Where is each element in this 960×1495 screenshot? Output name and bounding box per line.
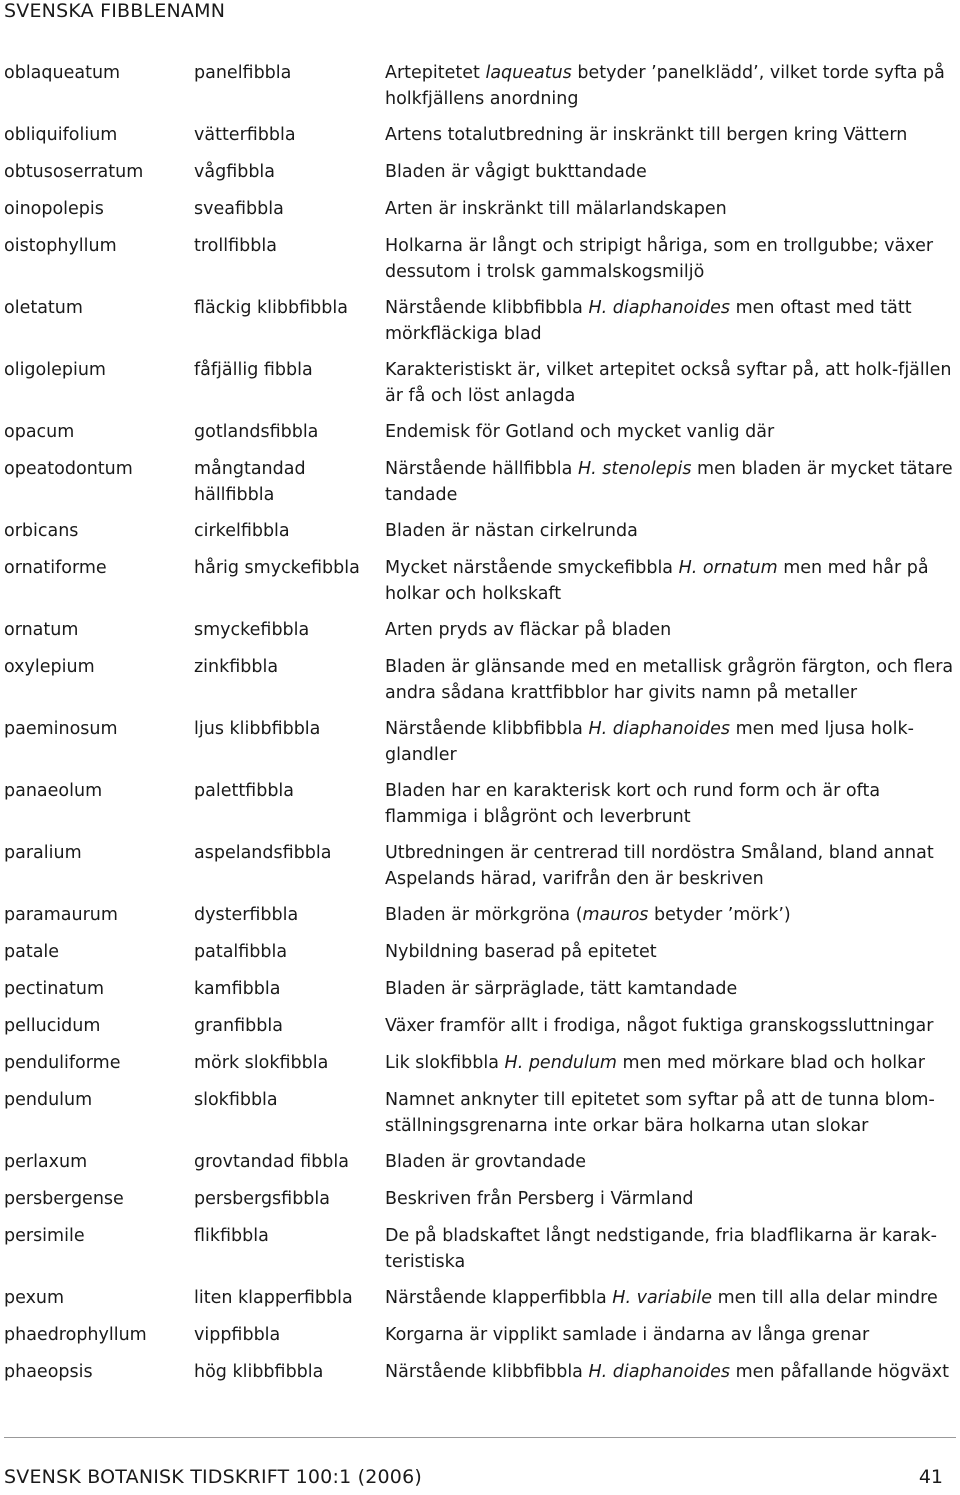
table-row	[4, 555, 956, 607]
name-explanation: Lik slokfibbla H. pendulum men med mörkare blad och holkar	[385, 1053, 925, 1073]
table-row	[4, 60, 956, 112]
name-explanation: Beskriven från Persberg i Värmland	[385, 1189, 694, 1209]
table-row	[4, 159, 956, 185]
name-explanation: Bladen är glänsande med en metallisk grågrön färgton, och flera andra sådana krattfibblor har givits namn på metaller	[385, 657, 954, 703]
latin-epithet: patale	[4, 942, 60, 962]
name-explanation: Växer framför allt i frodiga, något fuktiga granskogssluttningar	[385, 1016, 934, 1036]
latin-epithet: perlaxum	[4, 1152, 88, 1172]
latin-epithet: phaedrophyllum	[4, 1325, 147, 1345]
table-row	[4, 778, 956, 830]
latin-epithet: obliquifolium	[4, 125, 118, 145]
swedish-name: persbergsfibbla	[194, 1189, 331, 1209]
latin-epithet: pellucidum	[4, 1016, 101, 1036]
name-explanation: Arten är inskränkt till mälarlandskapen	[385, 199, 727, 219]
table-row	[4, 976, 956, 1002]
swedish-name: cirkelfibbla	[194, 521, 290, 541]
name-explanation: Utbredningen är centrerad till nordöstra Småland, bland annat Aspelands härad, varifrån den är beskriven	[385, 843, 934, 889]
latin-epithet: oistophyllum	[4, 236, 117, 256]
latin-epithet: persbergense	[4, 1189, 124, 1209]
table-row	[4, 456, 956, 508]
latin-epithet: pectinatum	[4, 979, 105, 999]
name-explanation: Närstående klibbfibbla H. diaphanoides men med ljusa holk-glandler	[385, 719, 914, 765]
table-row	[4, 1087, 956, 1139]
swedish-name: hög klibbfibbla	[194, 1362, 324, 1382]
name-explanation: Nybildning baserad på epitetet	[385, 942, 657, 962]
name-explanation: Bladen är särpräglade, tätt kamtandade	[385, 979, 738, 999]
latin-epithet: persimile	[4, 1226, 85, 1246]
latin-epithet: paralium	[4, 843, 82, 863]
name-explanation: Bladen är mörkgröna (mauros betyder ’mörk’)	[385, 905, 791, 925]
swedish-name: granfibbla	[194, 1016, 283, 1036]
swedish-name: patalfibbla	[194, 942, 288, 962]
latin-epithet: phaeopsis	[4, 1362, 93, 1382]
swedish-name: liten klapperfibbla	[194, 1288, 353, 1308]
swedish-name: flikfibbla	[194, 1226, 269, 1246]
name-explanation: Karakteristiskt är, vilket artepitet också syftar på, att holk-fjällen är få och löst anlagda	[385, 360, 952, 406]
latin-epithet: pendulum	[4, 1090, 93, 1110]
latin-epithet: paeminosum	[4, 719, 118, 739]
running-header: SVENSKA FIBBLENAMN	[4, 0, 226, 22]
swedish-name: hårig smyckefibbla	[194, 558, 360, 578]
table-row	[4, 1013, 956, 1039]
table-row	[4, 196, 956, 222]
table-row	[4, 518, 956, 544]
table-row	[4, 716, 956, 768]
latin-epithet: oxylepium	[4, 657, 95, 677]
name-explanation: Närstående klapperfibbla H. variabile men till alla delar mindre	[385, 1288, 938, 1308]
latin-epithet: oletatum	[4, 298, 83, 318]
table-row	[4, 1223, 956, 1275]
swedish-name: trollfibbla	[194, 236, 277, 256]
latin-epithet: oligolepium	[4, 360, 106, 380]
latin-epithet: oinopolepis	[4, 199, 104, 219]
swedish-name: vippfibbla	[194, 1325, 281, 1345]
name-explanation: Närstående klibbfibbla H. diaphanoides men oftast med tätt mörkfläckiga blad	[385, 298, 912, 344]
name-explanation: Närstående hällfibbla H. stenolepis men bladen är mycket tätare tandade	[385, 459, 953, 505]
name-explanation: Korgarna är vipplikt samlade i ändarna av långa grenar	[385, 1325, 870, 1345]
latin-epithet: penduliforme	[4, 1053, 121, 1073]
swedish-name: mångtandad hällfibbla	[194, 459, 306, 505]
table-row	[4, 617, 956, 643]
swedish-name: vågfibbla	[194, 162, 276, 182]
table-row	[4, 1285, 956, 1311]
swedish-name: aspelandsfibbla	[194, 843, 332, 863]
table-row	[4, 654, 956, 706]
table-row	[4, 1359, 956, 1385]
table-row	[4, 295, 956, 347]
latin-epithet: oblaqueatum	[4, 63, 121, 83]
table-row	[4, 1050, 956, 1076]
swedish-name: panelfibbla	[194, 63, 292, 83]
name-explanation: Endemisk för Gotland och mycket vanlig där	[385, 422, 775, 442]
name-explanation: De på bladskaftet långt nedstigande, fria bladflikarna är karak-teristiska	[385, 1226, 937, 1272]
swedish-name: dysterfibbla	[194, 905, 299, 925]
latin-epithet: panaeolum	[4, 781, 103, 801]
journal-citation: SVENSK BOTANISK TIDSKRIFT 100:1 (2006)	[4, 1466, 422, 1488]
name-explanation: Bladen är vågigt bukttandade	[385, 162, 647, 182]
table-row	[4, 840, 956, 892]
name-explanation: Artepitetet laqueatus betyder ’panelklädd’, vilket torde syfta på holkfjällens anordning	[385, 63, 945, 109]
name-explanation: Mycket närstående smyckefibbla H. ornatum men med hår på holkar och holkskaft	[385, 558, 929, 604]
latin-epithet: paramaurum	[4, 905, 118, 925]
name-explanation: Holkarna är långt och stripigt håriga, som en trollgubbe; växer dessutom i trolsk gammalskogsmiljö	[385, 236, 934, 282]
latin-epithet: obtusoserratum	[4, 162, 144, 182]
swedish-name: zinkfibbla	[194, 657, 279, 677]
swedish-name: fläckig klibbfibbla	[194, 298, 348, 318]
latin-epithet: ornatiforme	[4, 558, 107, 578]
latin-epithet: opacum	[4, 422, 75, 442]
swedish-name: fåfjällig fibbla	[194, 360, 313, 380]
swedish-name: palettfibbla	[194, 781, 295, 801]
table-row	[4, 1186, 956, 1212]
swedish-name: grovtandad fibbla	[194, 1152, 349, 1172]
table-row	[4, 122, 956, 148]
table-row	[4, 939, 956, 965]
name-explanation: Bladen är grovtandade	[385, 1152, 586, 1172]
swedish-name: kamfibbla	[194, 979, 281, 999]
page-number: 41	[918, 1466, 943, 1488]
table-row	[4, 902, 956, 928]
latin-epithet: ornatum	[4, 620, 79, 640]
latin-epithet: opeatodontum	[4, 459, 133, 479]
table-row	[4, 357, 956, 409]
latin-epithet: orbicans	[4, 521, 79, 541]
swedish-name: slokfibbla	[194, 1090, 278, 1110]
swedish-name: gotlandsfibbla	[194, 422, 319, 442]
name-explanation: Bladen är nästan cirkelrunda	[385, 521, 638, 541]
footer-rule	[4, 1437, 956, 1438]
swedish-name: smyckefibbla	[194, 620, 310, 640]
table-row	[4, 233, 956, 285]
latin-epithet: pexum	[4, 1288, 65, 1308]
table-row	[4, 1322, 956, 1348]
swedish-name: mörk slokfibbla	[194, 1053, 329, 1073]
name-explanation: Närstående klibbfibbla H. diaphanoides men påfallande högväxt	[385, 1362, 949, 1382]
name-explanation: Namnet anknyter till epitetet som syftar på att de tunna blom-ställningsgrenarna inte orkar bära holkarna utan slokar	[385, 1090, 935, 1136]
name-explanation: Artens totalutbredning är inskränkt till bergen kring Vättern	[385, 125, 908, 145]
name-explanation: Bladen har en karakterisk kort och rund form och är ofta flammiga i blågrönt och leverbrunt	[385, 781, 881, 827]
table-row	[4, 1149, 956, 1175]
table-row	[4, 419, 956, 445]
name-explanation: Arten pryds av fläckar på bladen	[385, 620, 672, 640]
swedish-name: sveafibbla	[194, 199, 284, 219]
swedish-name: vätterfibbla	[194, 125, 296, 145]
swedish-name: ljus klibbfibbla	[194, 719, 321, 739]
